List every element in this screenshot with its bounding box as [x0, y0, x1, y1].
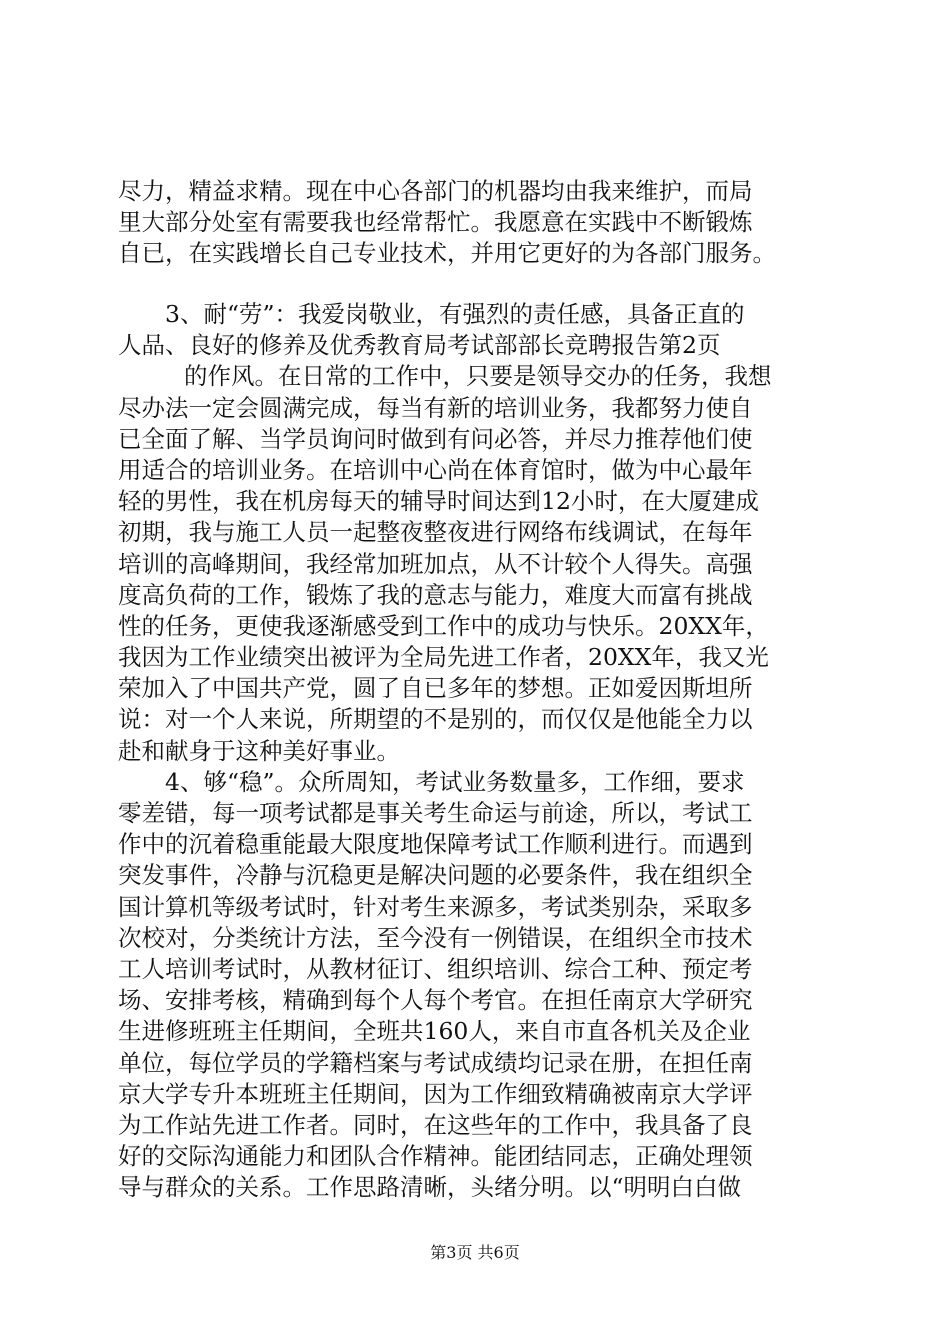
text-line: 培训的高峰期间，我经常加班加点，从不计较个人得失。高强 [118, 549, 753, 578]
text-line: 生进修班班主任期间，全班共160人，来自市直各机关及企业 [118, 1017, 751, 1046]
text-line: 为工作站先进工作者。同时，在这些年的工作中，我具备了良 [118, 1110, 753, 1139]
page-number-label: 第3页 共6页 [430, 1243, 520, 1262]
text-line: 轻的男性，我在机房每天的辅导时间达到12小时，在大厦建成 [118, 487, 759, 516]
paragraph-continuation [118, 176, 840, 270]
text-line: 度高负荷的工作，锻炼了我的意志与能力，难度大而富有挑战 [118, 580, 753, 609]
text-line: 人品、良好的修养及优秀教育局考试部部长竞聘报告第2页 [118, 331, 721, 360]
text-line: 作中的沉着稳重能最大限度地保障考试工作顺利进行。而遇到 [118, 830, 753, 859]
text-line: 导与群众的关系。工作思路清晰，头绪分明。以“明明白白做 [118, 1173, 742, 1202]
text-line: 的作风。在日常的工作中，只要是领导交办的任务，我想 [184, 362, 772, 391]
text-line: 好的交际沟通能力和团队合作精神。能团结同志，正确处理领 [118, 1142, 753, 1171]
text-line: 已全面了解、当学员询问时做到有问必答，并尽力推荐他们使 [118, 424, 753, 453]
text-line: 京大学专升本班班主任期间，因为工作细致精确被南京大学评 [118, 1079, 753, 1108]
text-line: 我因为工作业绩突出被评为全局先进工作者，20XX年，我又光 [118, 643, 769, 672]
text-line: 赴和献身于这种美好事业。 [118, 736, 400, 765]
text-line: 用适合的培训业务。在培训中心尚在体育馆时，做为中心最年 [118, 455, 753, 484]
text-line: 说：对一个人来说，所期望的不是别的，而仅仅是他能全力以 [118, 705, 753, 734]
text-line: 单位，每位学员的学籍档案与考试成绩均记录在册，在担任南 [118, 1048, 753, 1077]
text-line: 自已，在实践增长自己专业技术，并用它更好的为各部门服务。 [118, 239, 776, 268]
text-line: 性的任务，更使我逐渐感受到工作中的成功与快乐。20XX年， [118, 611, 769, 640]
text-line: 尽办法一定会圆满完成，每当有新的培训业务，我都努力使自 [118, 393, 753, 422]
page-footer [0, 1243, 950, 1263]
text-line: 里大部分处室有需要我也经常帮忙。我愿意在实践中不断锻炼 [118, 208, 753, 237]
text-line: 零差错，每一项考试都是事关考生命运与前途，所以，考试工 [118, 799, 753, 827]
text-line: 尽力，精益求精。现在中心各部门的机器均由我来维护，而局 [118, 177, 753, 205]
paragraph-main [118, 299, 840, 1203]
text-line: 荣加入了中国共产党，圆了自已多年的梦想。正如爱因斯坦所 [118, 674, 753, 703]
text-line: 4、够“稳”。众所周知，考试业务数量多，工作细，要求 [165, 767, 745, 796]
text-line: 突发事件，冷静与沉稳更是解决问题的必要条件，我在组织全 [118, 861, 753, 890]
text-line: 场、安排考核，精确到每个人每个考官。在担任南京大学研究 [118, 986, 753, 1015]
text-line: 初期，我与施工人员一起整夜整夜进行网络布线调试，在每年 [118, 518, 753, 547]
text-line: 国计算机等级考试时，针对考生来源多，考试类别杂，采取多 [118, 892, 753, 921]
text-line: 3、耐“劳”：我爱岗敬业，有强烈的责任感，具备正直的 [165, 300, 745, 328]
text-line: 工人培训考试时，从教材征订、组织培训、综合工种、预定考 [118, 954, 753, 983]
text-line: 次校对，分类统计方法，至今没有一例错误，在组织全市技术 [118, 923, 753, 952]
